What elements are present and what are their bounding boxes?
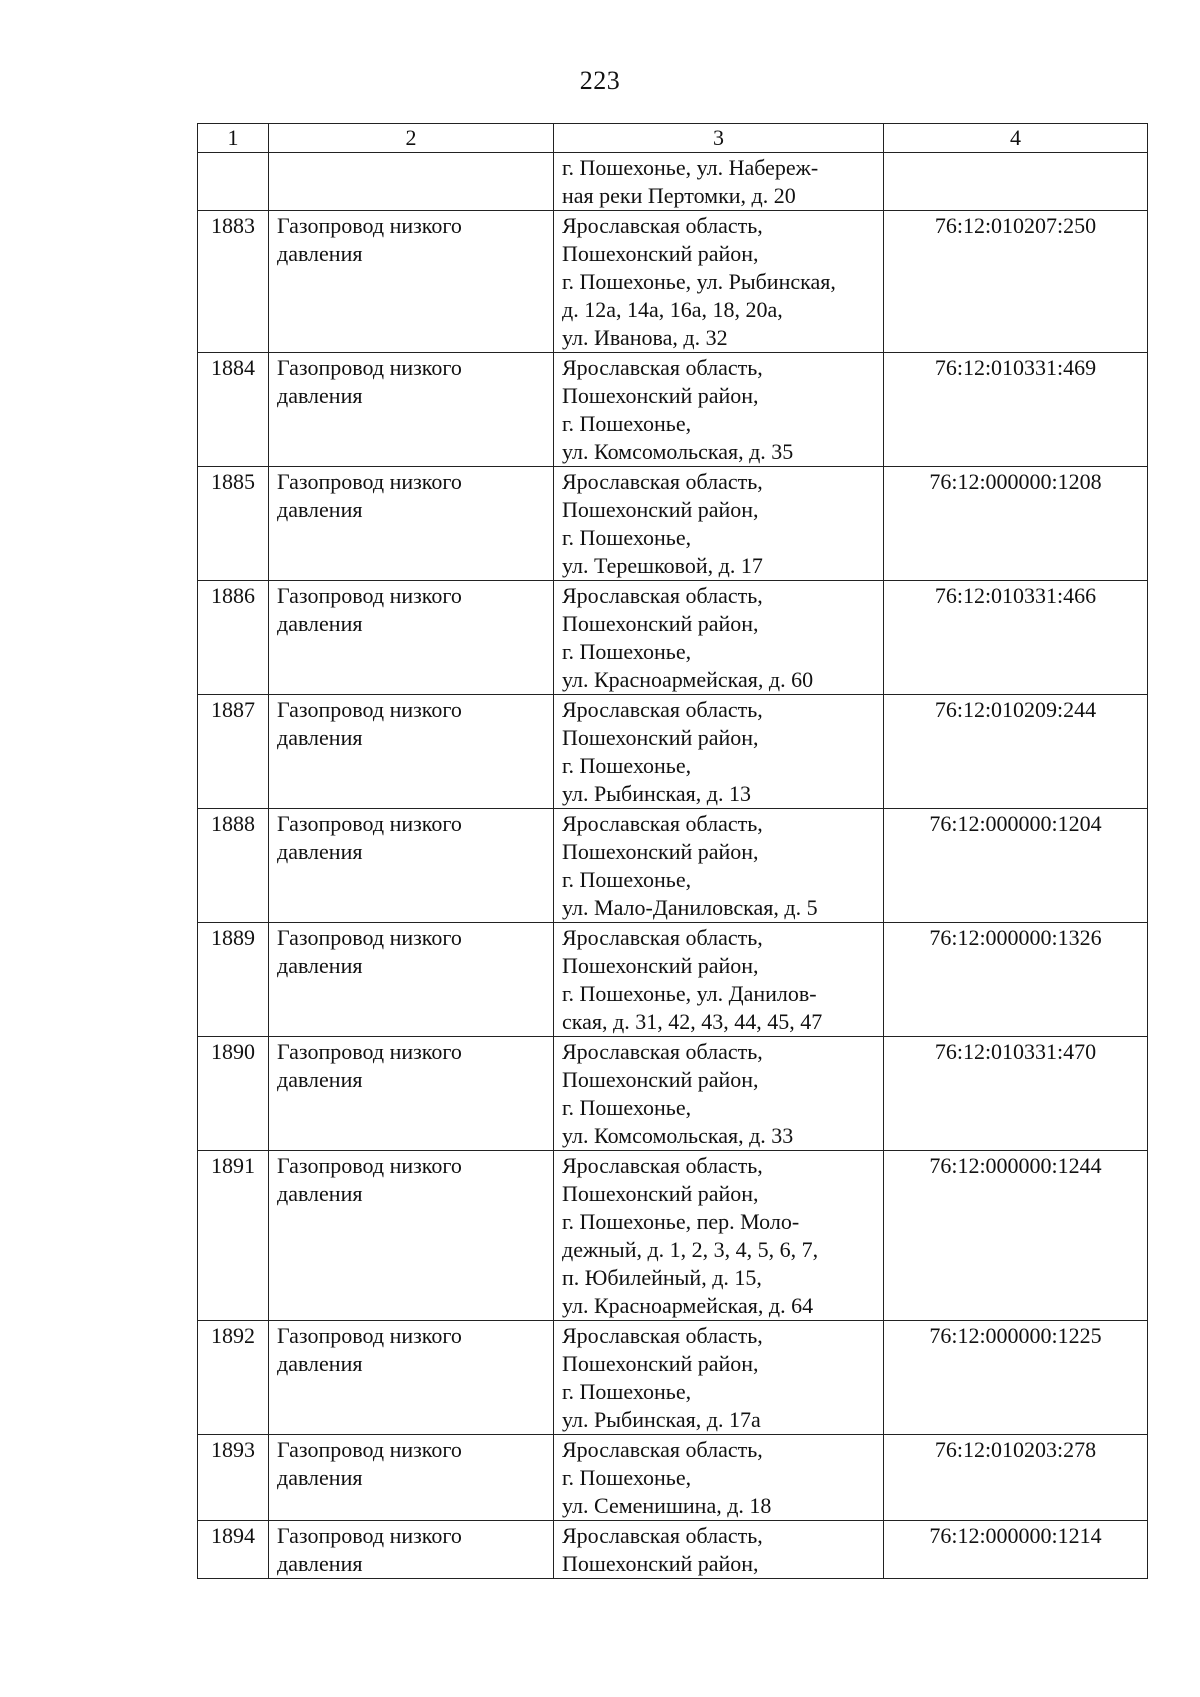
cadastral-number: 76:12:000000:1326 <box>884 923 1148 1037</box>
object-address: Ярославская область, Пошехонский район, г. Пошехонье, ул. Данилов- ская, д. 31, 42, 43, 44, 45, 47 <box>554 923 884 1037</box>
object-address: Ярославская область, Пошехонский район, г. Пошехонье, пер. Моло- дежный, д. 1, 2, 3, 4, 5, 6, 7, п. Юбилейный, д. 15, ул. Красноармейская, д. 64 <box>554 1151 884 1321</box>
cadastral-number: 76:12:000000:1204 <box>884 809 1148 923</box>
row-number: 1886 <box>198 581 269 695</box>
object-name: Газопровод низкого давления <box>269 581 554 695</box>
cadastral-number: 76:12:010207:250 <box>884 211 1148 353</box>
object-name: Газопровод низкого давления <box>269 1521 554 1579</box>
object-address: Ярославская область, Пошехонский район, г. Пошехонье, ул. Комсомольская, д. 33 <box>554 1037 884 1151</box>
column-number-1: 1 <box>198 124 269 153</box>
object-name: Газопровод низкого давления <box>269 1321 554 1435</box>
object-name: Газопровод низкого давления <box>269 1037 554 1151</box>
table-row <box>198 923 1148 1037</box>
page-number: 223 <box>579 66 621 95</box>
cadastral-number: 76:12:000000:1214 <box>884 1521 1148 1579</box>
object-name: Газопровод низкого давления <box>269 1151 554 1321</box>
object-address: Ярославская область, Пошехонский район, г. Пошехонье, ул. Мало-Даниловская, д. 5 <box>554 809 884 923</box>
registry-table <box>197 123 1148 1579</box>
object-name: Газопровод низкого давления <box>269 695 554 809</box>
row-number <box>198 153 269 211</box>
column-number-3: 3 <box>554 124 884 153</box>
object-name: Газопровод низкого давления <box>269 1435 554 1521</box>
row-number: 1884 <box>198 353 269 467</box>
object-address: Ярославская область, Пошехонский район, г. Пошехонье, ул. Рыбинская, д. 13 <box>554 695 884 809</box>
row-number: 1885 <box>198 467 269 581</box>
object-address: Ярославская область, Пошехонский район, г. Пошехонье, ул. Красноармейская, д. 60 <box>554 581 884 695</box>
object-name: Газопровод низкого давления <box>269 923 554 1037</box>
cadastral-number: 76:12:000000:1244 <box>884 1151 1148 1321</box>
cadastral-number: 76:12:010331:469 <box>884 353 1148 467</box>
row-number: 1888 <box>198 809 269 923</box>
row-number: 1892 <box>198 1321 269 1435</box>
row-number: 1890 <box>198 1037 269 1151</box>
row-number: 1883 <box>198 211 269 353</box>
object-address: Ярославская область, Пошехонский район, г. Пошехонье, ул. Рыбинская, д. 12а, 14а, 16а, 18, 20а, ул. Иванова, д. 32 <box>554 211 884 353</box>
cadastral-number: 76:12:000000:1208 <box>884 467 1148 581</box>
table-row <box>198 211 1148 353</box>
object-name: Газопровод низкого давления <box>269 809 554 923</box>
object-address: Ярославская область, г. Пошехонье, ул. Семенишина, д. 18 <box>554 1435 884 1521</box>
object-address: Ярославская область, Пошехонский район, <box>554 1521 884 1579</box>
cadastral-number: 76:12:010203:278 <box>884 1435 1148 1521</box>
table-row <box>198 695 1148 809</box>
row-number: 1893 <box>198 1435 269 1521</box>
row-number: 1894 <box>198 1521 269 1579</box>
cadastral-number <box>884 153 1148 211</box>
column-number-2: 2 <box>269 124 554 153</box>
cadastral-number: 76:12:010331:470 <box>884 1037 1148 1151</box>
cadastral-number: 76:12:010209:244 <box>884 695 1148 809</box>
row-number: 1887 <box>198 695 269 809</box>
table-row <box>198 581 1148 695</box>
cadastral-number: 76:12:000000:1225 <box>884 1321 1148 1435</box>
object-address: Ярославская область, Пошехонский район, г. Пошехонье, ул. Терешковой, д. 17 <box>554 467 884 581</box>
table-row <box>198 809 1148 923</box>
table-row <box>198 1151 1148 1321</box>
registry-table-body <box>198 124 1148 1579</box>
cadastral-number: 76:12:010331:466 <box>884 581 1148 695</box>
table-row <box>198 1321 1148 1435</box>
row-number: 1889 <box>198 923 269 1037</box>
column-number-4: 4 <box>884 124 1148 153</box>
object-name <box>269 153 554 211</box>
object-name: Газопровод низкого давления <box>269 467 554 581</box>
table-row <box>198 467 1148 581</box>
table-row <box>198 1037 1148 1151</box>
object-name: Газопровод низкого давления <box>269 211 554 353</box>
object-address: г. Пошехонье, ул. Набереж- ная реки Пертомки, д. 20 <box>554 153 884 211</box>
object-address: Ярославская область, Пошехонский район, г. Пошехонье, ул. Комсомольская, д. 35 <box>554 353 884 467</box>
table-row <box>198 1521 1148 1579</box>
column-number-row <box>198 124 1148 153</box>
table-row <box>198 153 1148 211</box>
object-name: Газопровод низкого давления <box>269 353 554 467</box>
object-address: Ярославская область, Пошехонский район, г. Пошехонье, ул. Рыбинская, д. 17а <box>554 1321 884 1435</box>
row-number: 1891 <box>198 1151 269 1321</box>
table-row <box>198 353 1148 467</box>
table-row <box>198 1435 1148 1521</box>
